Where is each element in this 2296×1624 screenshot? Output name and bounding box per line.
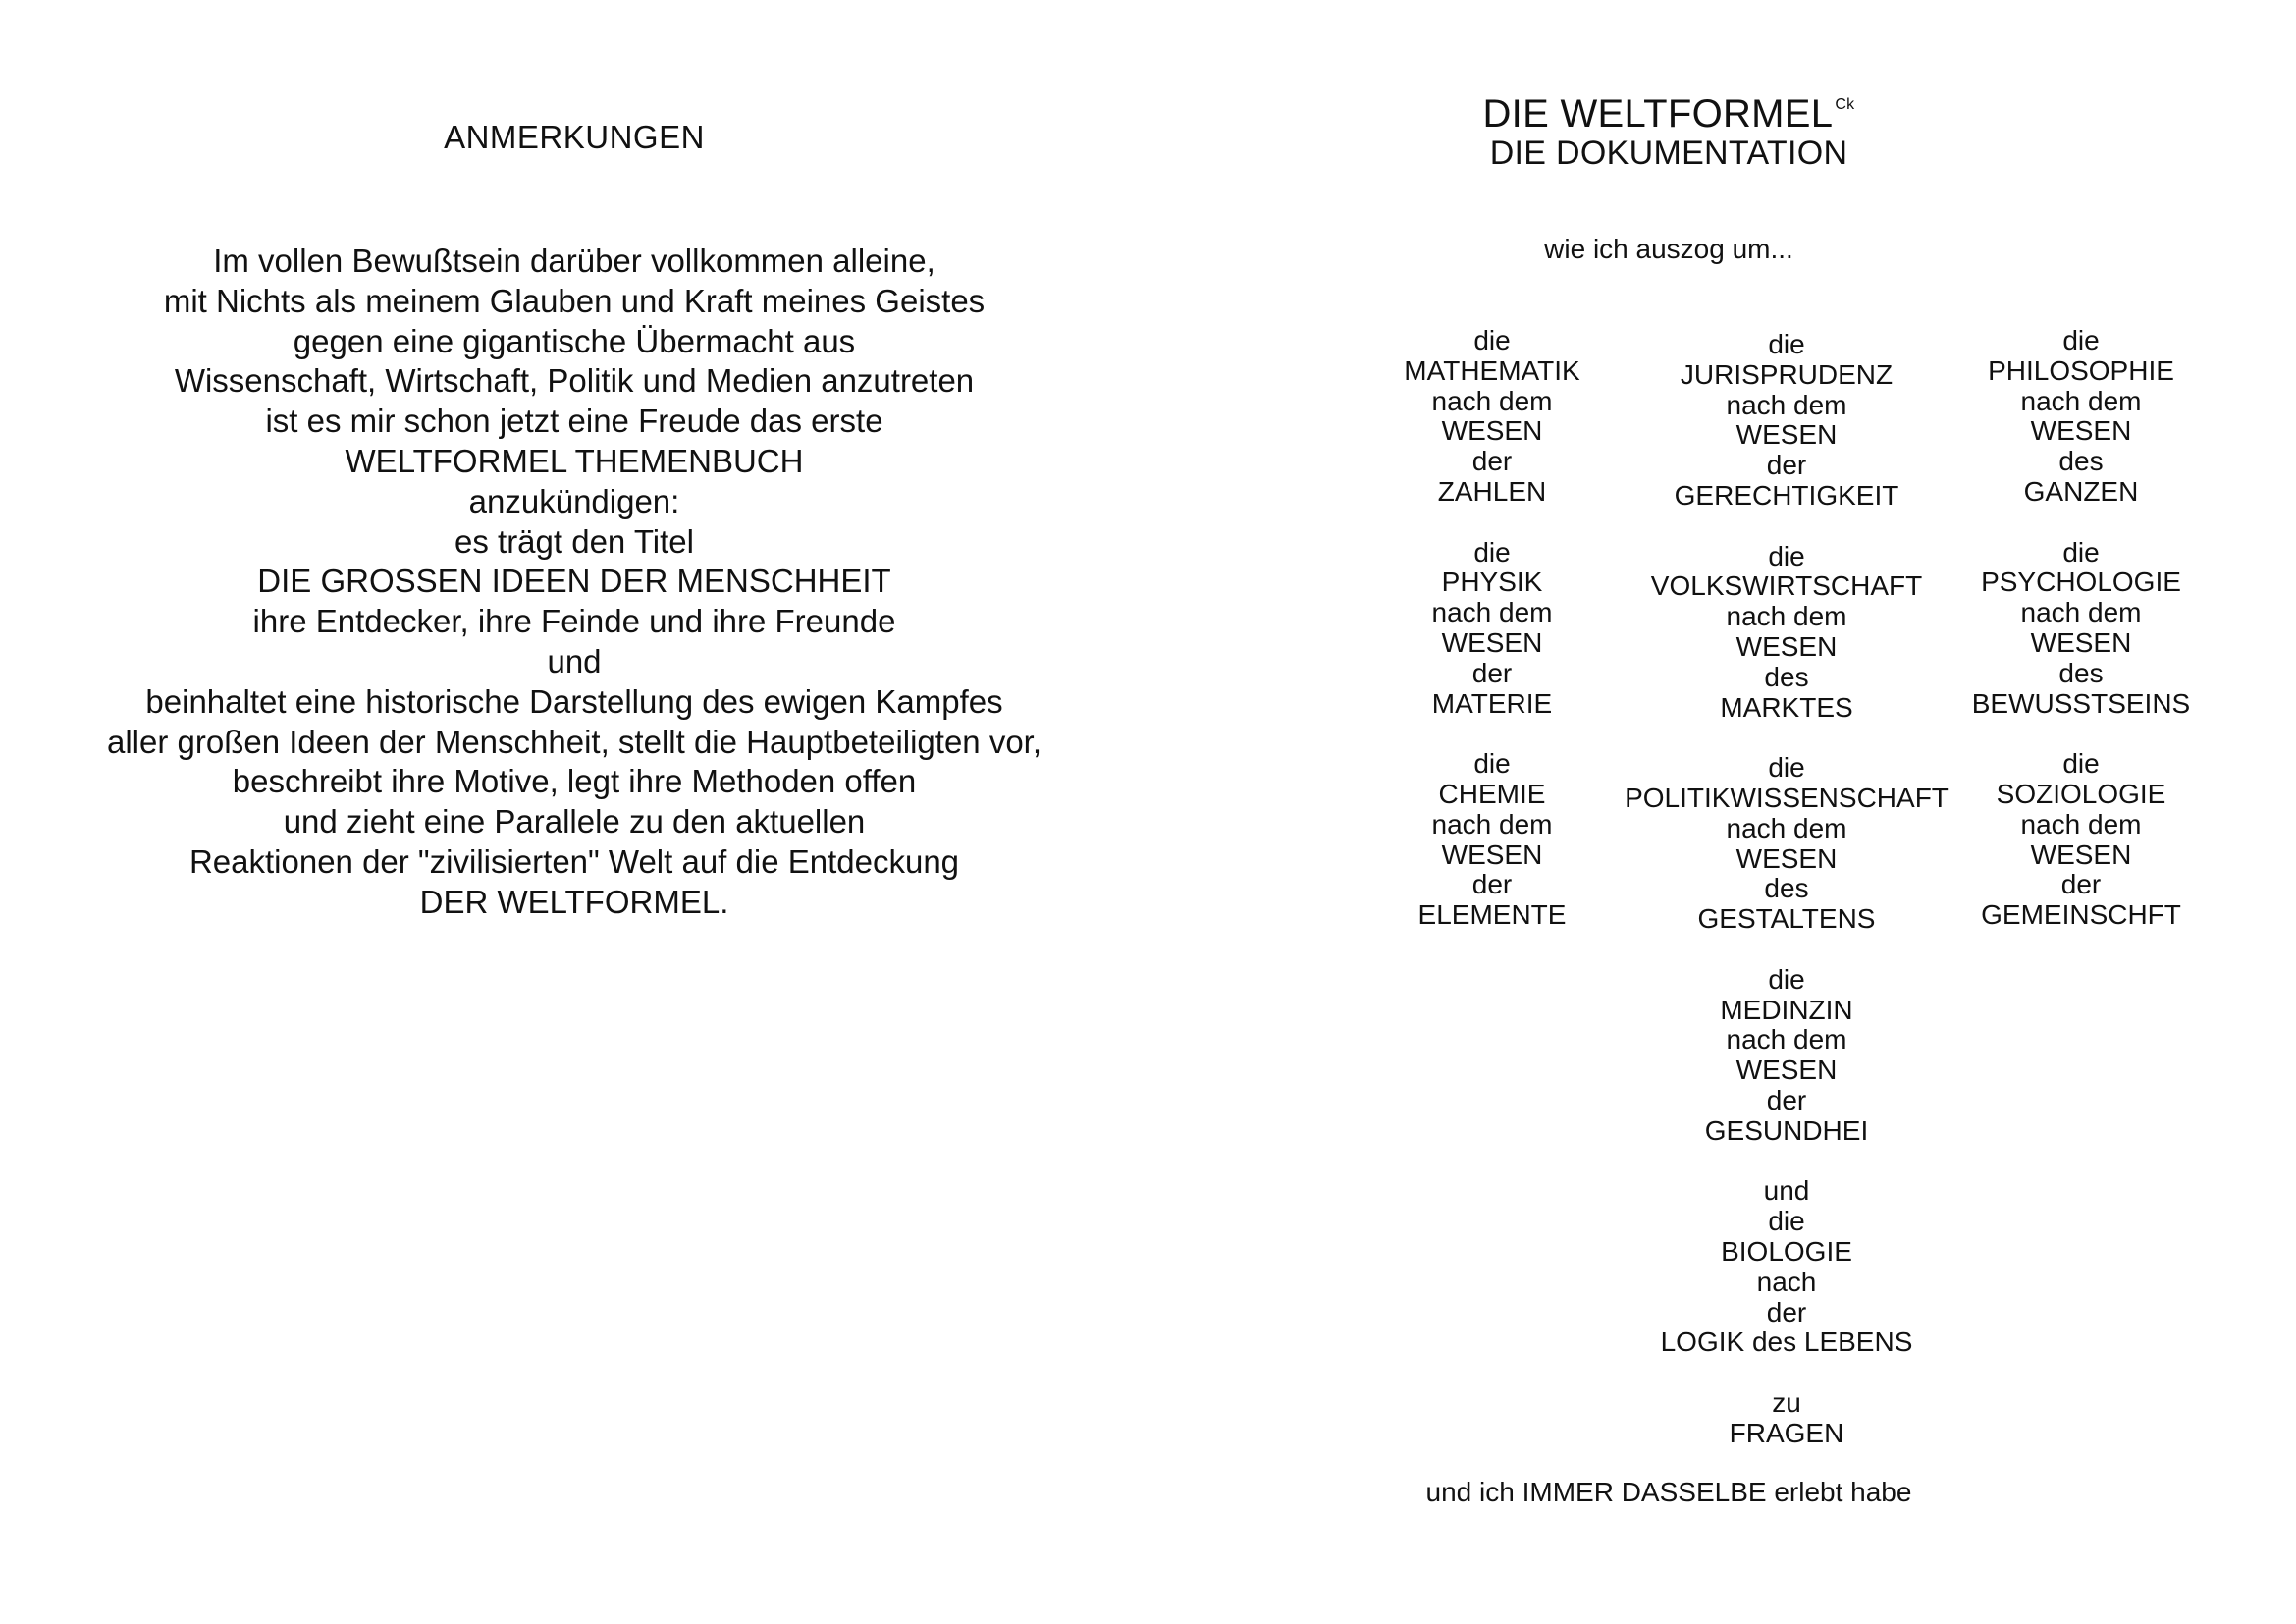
discipline-line: die bbox=[1473, 748, 1511, 780]
annotation-line: DER WELTFORMEL. bbox=[419, 883, 729, 920]
discipline-line: VOLKSWIRTSCHAFT bbox=[1650, 570, 1923, 602]
logo-mark-icon: Ck bbox=[1835, 96, 1855, 113]
discipline-line: der bbox=[2060, 869, 2102, 900]
discipline-line: nach dem bbox=[2020, 597, 2142, 628]
intro-text: wie ich auszog um... bbox=[1544, 234, 1793, 264]
discipline-line: der bbox=[1766, 1084, 1807, 1115]
discipline-block bbox=[1610, 965, 1963, 1147]
discipline-line: ELEMENTE bbox=[1417, 899, 1567, 931]
discipline-line: nach dem bbox=[1431, 597, 1553, 628]
annotation-line: und bbox=[547, 642, 602, 679]
discipline-line: WESEN bbox=[2030, 415, 2132, 447]
discipline-column-right bbox=[1919, 326, 2243, 961]
discipline-line: nach dem bbox=[1431, 808, 1553, 839]
discipline-block bbox=[1610, 1176, 1963, 1358]
discipline-block bbox=[1919, 538, 2243, 720]
discipline-line: der bbox=[1471, 657, 1513, 688]
discipline-line: der bbox=[1766, 450, 1807, 481]
discipline-block bbox=[1610, 542, 1963, 724]
discipline-line: GESUNDHEI bbox=[1704, 1114, 1869, 1146]
annotation-line: beschreibt ihre Motive, legt ihre Methoden offen bbox=[232, 763, 917, 800]
annotation-line: Wissenschaft, Wirtschaft, Politik und Medien anzutreten bbox=[174, 362, 975, 400]
discipline-line: nach dem bbox=[1726, 601, 1847, 632]
discipline-line: PHILOSOPHIE bbox=[1988, 354, 2174, 386]
discipline-block bbox=[1610, 1388, 1963, 1449]
discipline-line: LOGIK des LEBENS bbox=[1660, 1326, 1913, 1358]
annotation-line: es trägt den Titel bbox=[454, 522, 694, 560]
discipline-line: der bbox=[1471, 446, 1513, 477]
discipline-line: die bbox=[1473, 325, 1511, 355]
discipline-line: BIOLOGIE bbox=[1721, 1235, 1852, 1267]
discipline-line: JURISPRUDENZ bbox=[1680, 358, 1894, 390]
discipline-line: MATERIE bbox=[1431, 687, 1553, 719]
discipline-block bbox=[1330, 749, 1654, 931]
document-title-text: DIE WELTFORMEL bbox=[1482, 92, 1834, 135]
discipline-line: nach dem bbox=[2020, 385, 2142, 416]
discipline-block bbox=[1919, 749, 2243, 931]
discipline-line: nach dem bbox=[1726, 389, 1847, 420]
discipline-line: die bbox=[2062, 536, 2100, 568]
annotation-line: ist es mir schon jetzt eine Freude das erste bbox=[265, 403, 883, 440]
annotations-heading: ANMERKUNGEN bbox=[444, 119, 705, 155]
discipline-line: die bbox=[1768, 329, 1805, 359]
annotation-line: mit Nichts als meinem Glauben und Kraft meines Geistes bbox=[163, 282, 986, 319]
discipline-line: des bbox=[1764, 661, 1809, 692]
discipline-line: WESEN bbox=[1441, 626, 1543, 658]
discipline-line: FRAGEN bbox=[1729, 1417, 1844, 1448]
discipline-line: und bbox=[1763, 1175, 1810, 1207]
discipline-line: GESTALTENS bbox=[1697, 903, 1876, 935]
annotation-line: beinhaltet eine historische Darstellung des ewigen Kampfes bbox=[145, 682, 1003, 720]
discipline-line: CHEMIE bbox=[1438, 778, 1546, 809]
discipline-line: der bbox=[1766, 1296, 1807, 1327]
annotation-line: ihre Entdecker, ihre Feinde und ihre Freunde bbox=[252, 603, 896, 640]
discipline-line: des bbox=[2058, 657, 2104, 688]
discipline-line: die bbox=[2062, 748, 2100, 780]
document-title bbox=[1148, 94, 2189, 134]
discipline-line: nach dem bbox=[2020, 808, 2142, 839]
document-subtitle: DIE DOKUMENTATION bbox=[1489, 135, 1848, 172]
annotation-line: anzukündigen: bbox=[468, 482, 680, 519]
discipline-line: BEWUSSTSEINS bbox=[1971, 687, 2191, 719]
discipline-block bbox=[1330, 326, 1654, 508]
discipline-line: GEMEINSCHFT bbox=[1981, 899, 2181, 931]
annotation-line: aller großen Ideen der Menschheit, stellt die Hauptbeteiligten vor, bbox=[106, 723, 1042, 760]
annotation-line: Im vollen Bewußtsein darüber vollkommen alleine, bbox=[213, 243, 935, 279]
discipline-line: GANZEN bbox=[2023, 475, 2139, 507]
discipline-line: der bbox=[1471, 869, 1513, 900]
discipline-line: ZAHLEN bbox=[1437, 475, 1547, 507]
discipline-line: nach bbox=[1756, 1266, 1817, 1297]
discipline-line: MATHEMATIK bbox=[1404, 354, 1580, 386]
discipline-line: WESEN bbox=[1735, 1055, 1838, 1086]
discipline-line: WESEN bbox=[1441, 415, 1543, 447]
discipline-line: nach dem bbox=[1726, 1024, 1847, 1056]
discipline-line: PSYCHOLOGIE bbox=[1981, 567, 2181, 598]
discipline-line: PHYSIK bbox=[1441, 567, 1543, 598]
discipline-line: zu bbox=[1772, 1386, 1801, 1418]
annotation-line: und zieht eine Parallele zu den aktuellen bbox=[283, 803, 866, 840]
discipline-line: GERECHTIGKEIT bbox=[1674, 479, 1899, 511]
discipline-block bbox=[1919, 326, 2243, 508]
discipline-line: des bbox=[1764, 873, 1809, 904]
discipline-line: nach dem bbox=[1726, 812, 1847, 843]
discipline-line: die bbox=[1768, 963, 1805, 995]
discipline-line: nach dem bbox=[1431, 385, 1553, 416]
discipline-line: WESEN bbox=[1441, 839, 1543, 870]
closing-text: und ich IMMER DASSELBE erlebt habe bbox=[1425, 1477, 1912, 1507]
discipline-line: die bbox=[1473, 536, 1511, 568]
right-page bbox=[1148, 0, 2296, 1624]
discipline-line: WESEN bbox=[1735, 630, 1838, 662]
discipline-line: SOZIOLOGIE bbox=[1996, 778, 2166, 809]
discipline-block bbox=[1330, 538, 1654, 720]
discipline-line: die bbox=[2062, 325, 2100, 355]
annotation-line: DIE GROSSEN IDEEN DER MENSCHHEIT bbox=[257, 563, 891, 600]
discipline-line: WESEN bbox=[1735, 419, 1838, 451]
discipline-line: WESEN bbox=[2030, 626, 2132, 658]
discipline-line: WESEN bbox=[2030, 839, 2132, 870]
annotation-line: Reaktionen der "zivilisierten" Welt auf die Entdeckung bbox=[188, 842, 960, 880]
discipline-line: MARKTES bbox=[1720, 691, 1853, 723]
discipline-block bbox=[1610, 753, 1963, 935]
discipline-line: die bbox=[1768, 1206, 1805, 1237]
discipline-column-left bbox=[1330, 326, 1654, 961]
discipline-column-center bbox=[1610, 330, 1963, 1479]
annotations-body bbox=[0, 242, 1148, 923]
discipline-line: MEDINZIN bbox=[1720, 994, 1853, 1025]
annotation-line: WELTFORMEL THEMENBUCH bbox=[345, 442, 804, 479]
discipline-line: WESEN bbox=[1735, 842, 1838, 874]
discipline-line: die bbox=[1768, 752, 1805, 784]
discipline-line: die bbox=[1768, 540, 1805, 571]
discipline-block bbox=[1610, 330, 1963, 512]
discipline-line: des bbox=[2058, 446, 2104, 477]
annotation-line: gegen eine gigantische Übermacht aus bbox=[293, 322, 856, 359]
discipline-line: POLITIKWISSENSCHAFT bbox=[1625, 782, 1949, 813]
